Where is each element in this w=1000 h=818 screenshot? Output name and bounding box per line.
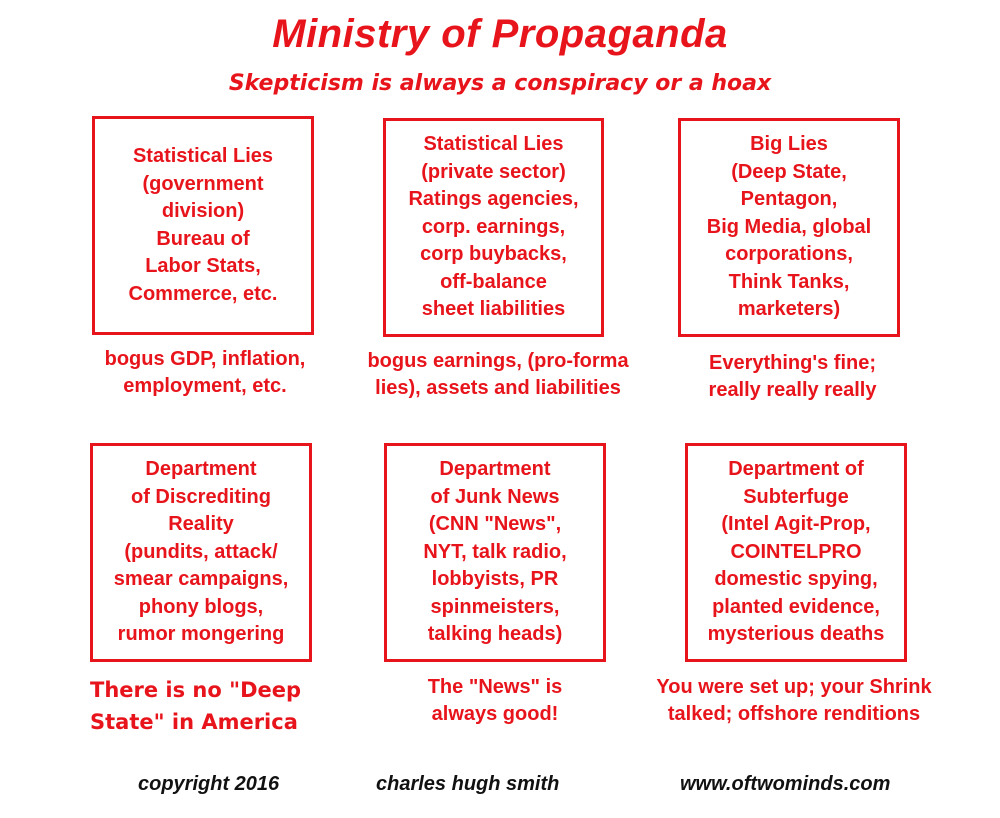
footer-website: www.oftwominds.com: [680, 773, 891, 795]
caption-department-discrediting-reality: [90, 674, 340, 738]
page-title: Ministry of Propaganda: [272, 12, 728, 56]
box-line: division): [161, 200, 245, 222]
caption-line: bogus GDP, inflation,: [104, 348, 306, 370]
caption-statistical-lies-private: [343, 348, 653, 402]
box-line: Bureau of: [156, 227, 250, 250]
box-line: Department: [145, 458, 257, 481]
box-line: (pundits, attack/: [124, 540, 278, 563]
caption-statistical-lies-government: [70, 346, 340, 400]
box-line: Pentagon,: [740, 188, 838, 211]
box-line: corp buybacks,: [420, 243, 567, 266]
box-big-lies: [678, 118, 900, 337]
box-department-junk-news: [384, 443, 606, 662]
box-line: (Deep State,: [731, 160, 847, 183]
box-line: mysterious deaths: [707, 623, 885, 646]
caption-department-subterfuge: [626, 674, 962, 728]
box-line: lobbyists, PR: [431, 568, 559, 591]
footer-copyright: copyright 2016: [138, 773, 280, 795]
box-line: (Intel Agit-Prop,: [721, 513, 871, 536]
box-line: (government: [142, 172, 264, 195]
box-line: Think Tanks,: [728, 270, 850, 293]
box-line: sheet liabilities: [421, 298, 566, 321]
page-subtitle: Skepticism is always a conspiracy or a hoax: [228, 71, 772, 96]
caption-line: There is no "Deep: [90, 678, 302, 702]
caption-big-lies: [680, 350, 905, 404]
box-line: planted evidence,: [712, 595, 880, 618]
box-line: phony blogs,: [138, 595, 264, 618]
box-statistical-lies-government: [92, 116, 314, 335]
box-line: Department: [439, 458, 551, 481]
caption-line: always good!: [431, 703, 559, 725]
box-line: Ratings agencies,: [408, 188, 579, 211]
box-line: talking heads): [427, 623, 563, 646]
box-line: Statistical Lies: [132, 145, 274, 167]
box-line: of Junk News: [430, 485, 560, 508]
box-line: domestic spying,: [714, 568, 878, 591]
box-line: Commerce, etc.: [128, 282, 278, 305]
box-line: marketers): [737, 298, 841, 321]
box-line: Labor Stats,: [145, 255, 261, 277]
caption-department-junk-news: [385, 674, 605, 728]
box-department-discrediting-reality: [90, 443, 312, 662]
box-line: Statistical Lies: [423, 133, 564, 156]
box-department-subterfuge: [685, 443, 907, 662]
box-statistical-lies-private: [383, 118, 604, 337]
box-line: Reality: [168, 513, 234, 536]
box-line: of Discrediting: [130, 485, 271, 508]
caption-line: Everything's fine;: [708, 352, 876, 374]
box-line: (private sector): [421, 160, 566, 183]
caption-line: The "News" is: [427, 676, 563, 698]
box-line: off-balance: [440, 270, 547, 293]
caption-line: really really really: [708, 379, 877, 401]
box-line: smear campaigns,: [113, 568, 289, 591]
box-line: (CNN "News",: [428, 513, 562, 536]
caption-line: bogus earnings, (pro-forma: [367, 350, 629, 372]
footer-author: charles hugh smith: [376, 773, 560, 795]
caption-line: State" in America: [90, 710, 298, 734]
caption-line: lies), assets and liabilities: [375, 377, 621, 399]
box-line: COINTELPRO: [730, 540, 862, 563]
box-line: Department of: [728, 458, 864, 481]
box-line: Subterfuge: [743, 485, 849, 508]
caption-line: employment, etc.: [123, 375, 287, 397]
box-line: NYT, talk radio,: [423, 540, 567, 563]
box-line: Big Media, global: [706, 215, 872, 238]
box-line: corp. earnings,: [421, 215, 566, 238]
box-line: spinmeisters,: [430, 595, 560, 618]
caption-line: talked; offshore renditions: [667, 703, 921, 725]
caption-line: You were set up; your Shrink: [656, 676, 932, 698]
box-line: corporations,: [725, 243, 853, 266]
box-line: rumor mongering: [117, 623, 285, 646]
box-line: Big Lies: [750, 133, 828, 156]
